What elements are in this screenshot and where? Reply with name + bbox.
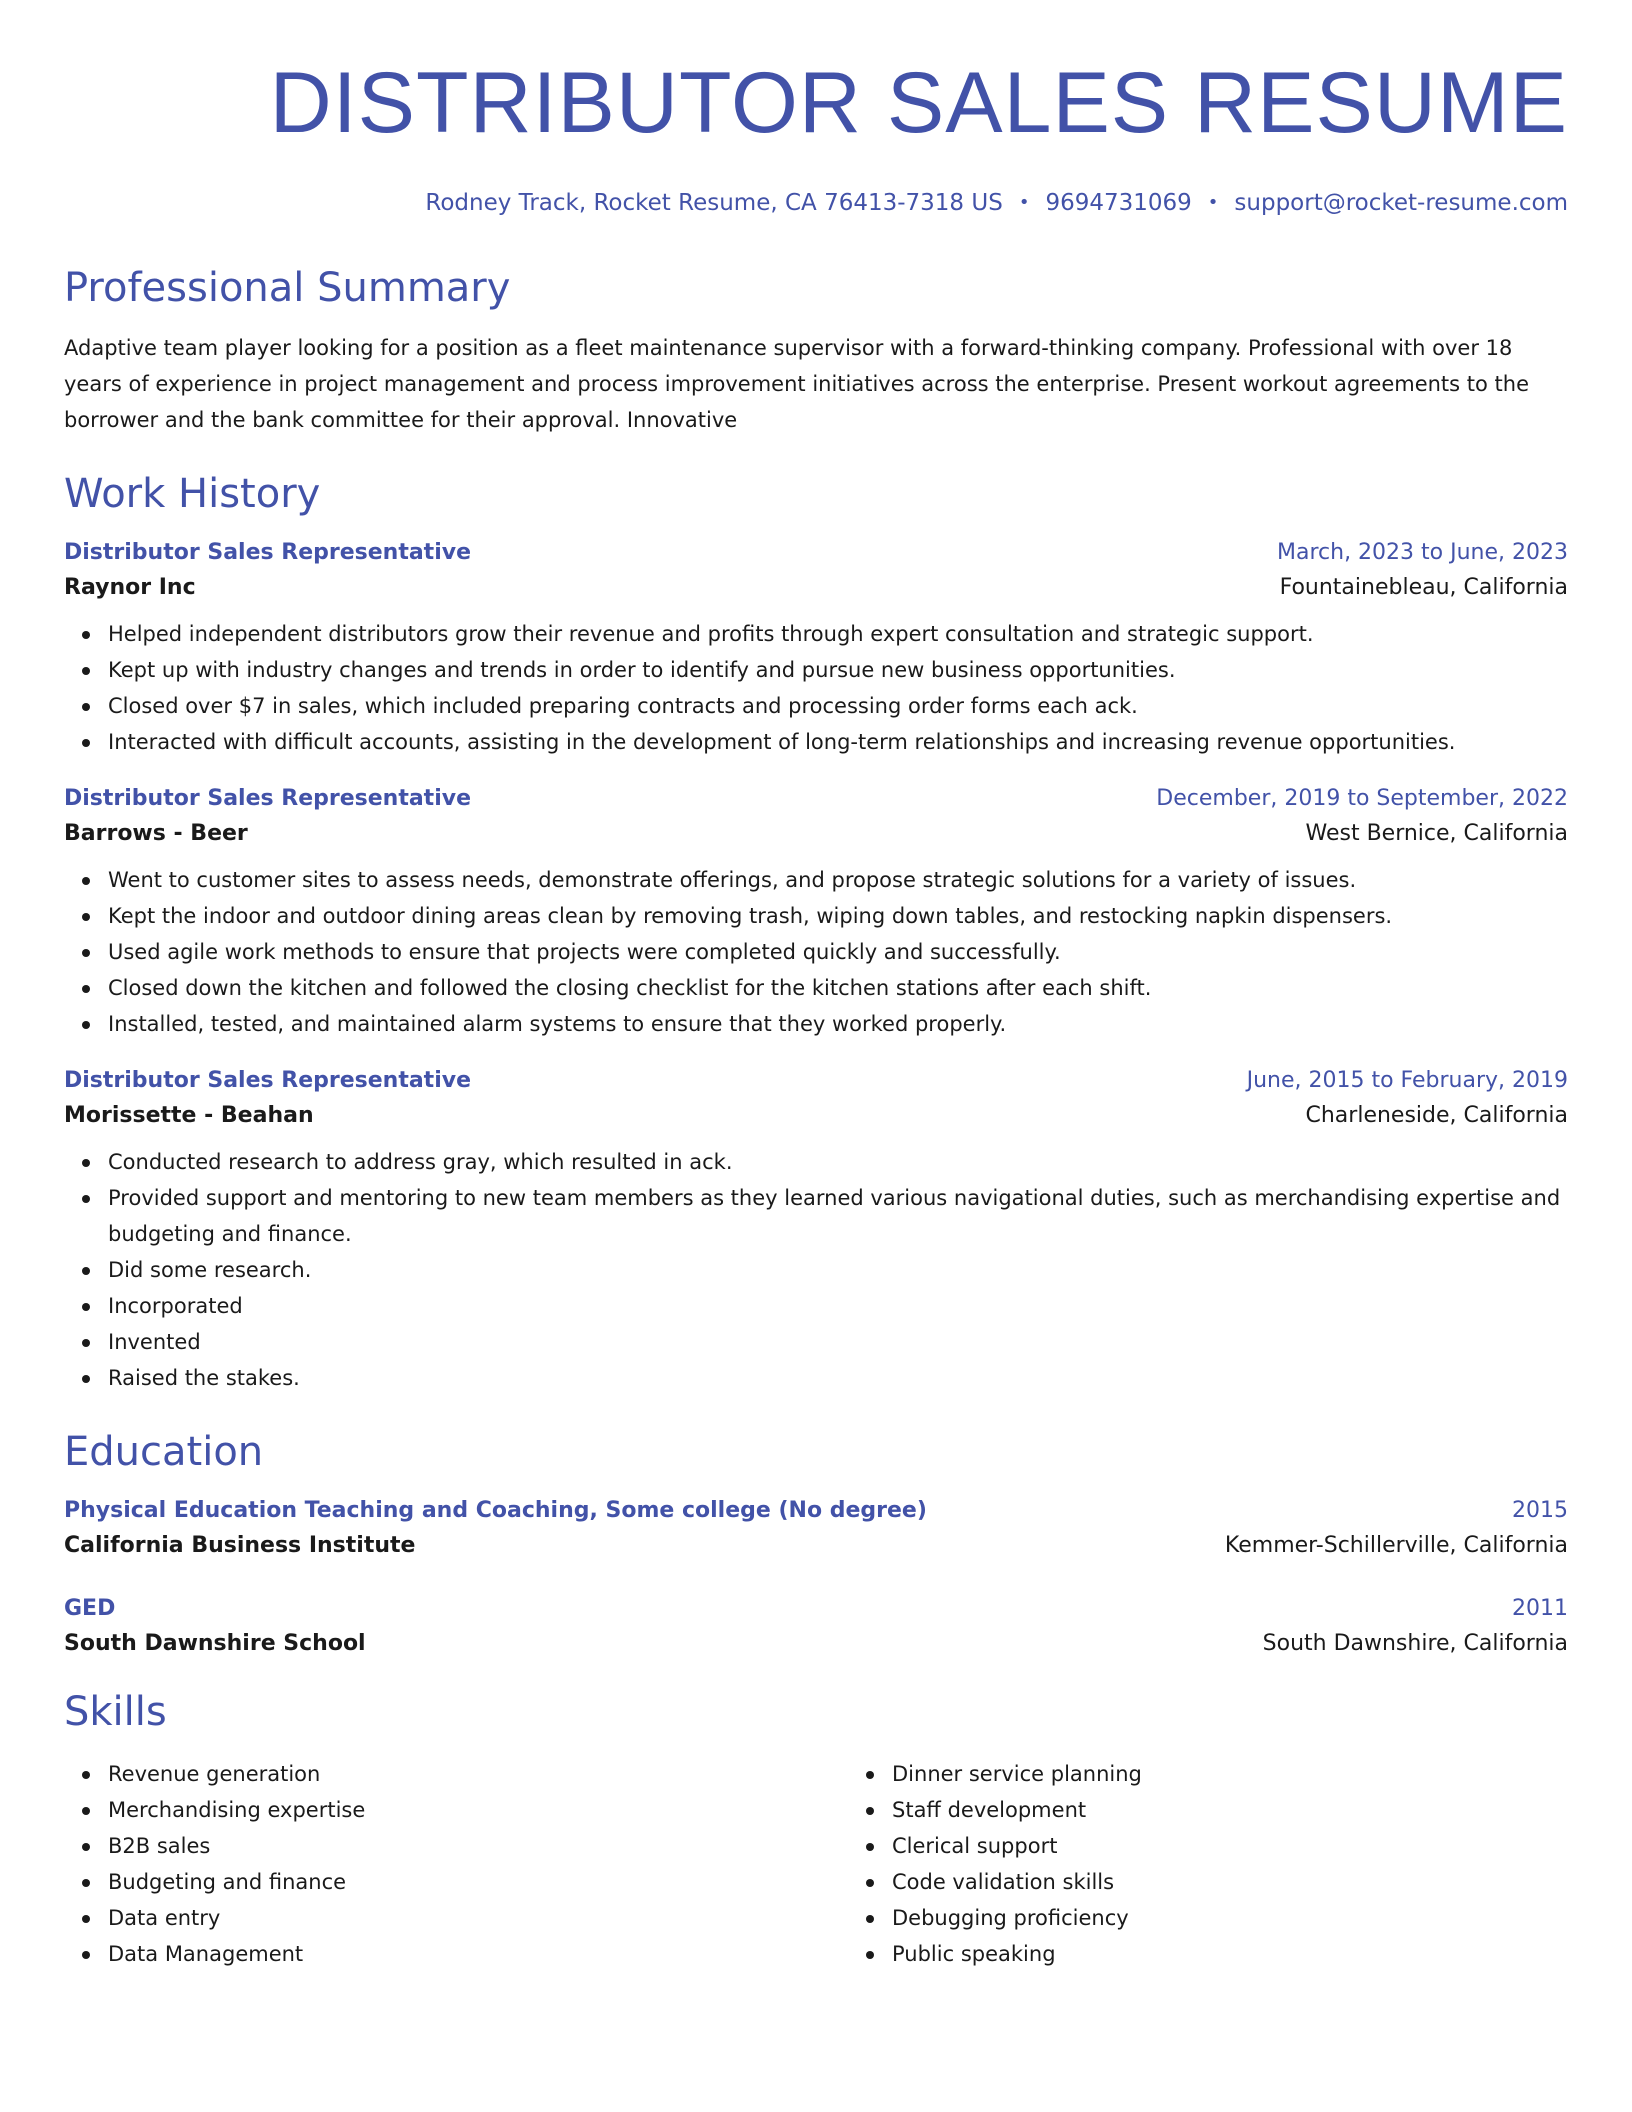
bullet-text: Closed over $7 in sales, which included preparing contracts and processing order forms each ack. — [108, 694, 1138, 718]
list-item — [108, 1252, 1568, 1288]
education-school-row — [64, 1533, 1568, 1558]
bullet-icon — [82, 1951, 90, 1959]
bullet-icon — [82, 1915, 90, 1923]
contact-address: Rodney Track, Rocket Resume, CA 76413-7318 US — [425, 190, 1003, 216]
bullet-icon — [82, 703, 90, 711]
separator-dot: • — [1207, 192, 1219, 213]
skill-text: Code validation skills — [892, 1870, 1115, 1894]
bullet-text: Kept the indoor and outdoor dining areas clean by removing trash, wiping down tables, and restocking napkin dispensers. — [108, 904, 1393, 928]
list-item — [108, 688, 1568, 724]
job-company: Morissette - Beahan — [64, 1103, 314, 1128]
bullet-icon — [82, 949, 90, 957]
contact-line — [64, 190, 1568, 220]
list-item — [108, 1324, 1568, 1360]
list-item — [892, 1756, 1632, 1792]
bullet-icon — [82, 1771, 90, 1779]
list-item — [108, 1288, 1568, 1324]
list-item — [108, 862, 1568, 898]
bullet-icon — [866, 1807, 874, 1815]
bullet-icon — [82, 1267, 90, 1275]
job-company-row — [64, 575, 1568, 600]
list-item — [108, 898, 1568, 934]
list-item — [108, 1360, 1568, 1396]
list-item — [108, 1756, 848, 1792]
work-history-heading: Work History — [64, 471, 321, 517]
job-dates: December, 2019 to September, 2022 — [1156, 786, 1568, 811]
bullet-icon — [82, 739, 90, 747]
school-location: Kemmer-Schillerville, California — [1224, 1533, 1568, 1558]
job-entry — [64, 540, 1568, 760]
bullet-icon — [866, 1915, 874, 1923]
bullet-text: Invented — [108, 1330, 201, 1354]
list-item — [108, 1936, 848, 1972]
bullet-text: Raised the stakes. — [108, 1366, 300, 1390]
bullet-text: Incorporated — [108, 1294, 243, 1318]
job-location: Fountainebleau, California — [1279, 575, 1568, 600]
bullet-icon — [866, 1951, 874, 1959]
bullet-icon — [866, 1843, 874, 1851]
list-item — [108, 1144, 1568, 1180]
list-item — [892, 1900, 1632, 1936]
job-bullets — [64, 1144, 1568, 1396]
list-item — [108, 1828, 848, 1864]
bullet-icon — [82, 1159, 90, 1167]
list-item — [108, 1792, 848, 1828]
list-item — [892, 1792, 1632, 1828]
bullet-text: Closed down the kitchen and followed the closing checklist for the kitchen stations after each shift. — [108, 976, 1152, 1000]
bullet-text: Provided support and mentoring to new team members as they learned various navigational duties, such as merchandising expertise and budgeting and finance. — [108, 1186, 1561, 1246]
skill-text: Budgeting and finance — [108, 1870, 347, 1894]
summary-section — [64, 265, 1568, 438]
school-name: South Dawnshire School — [64, 1631, 366, 1656]
bullet-text: Did some research. — [108, 1258, 312, 1282]
skill-text: Dinner service planning — [892, 1762, 1142, 1786]
school-name: California Business Institute — [64, 1533, 416, 1558]
bullet-icon — [82, 913, 90, 921]
bullet-icon — [82, 1843, 90, 1851]
education-heading: Education — [64, 1429, 264, 1475]
bullet-icon — [82, 877, 90, 885]
contact-email: support@rocket-resume.com — [1234, 190, 1568, 216]
education-year: 2011 — [1512, 1596, 1568, 1621]
skill-text: Data Management — [108, 1942, 304, 1966]
job-company: Barrows - Beer — [64, 821, 248, 846]
list-item — [108, 934, 1568, 970]
job-dates: June, 2015 to February, 2019 — [1246, 1068, 1568, 1093]
skill-text: Merchandising expertise — [108, 1798, 366, 1822]
bullet-text: Helped independent distributors grow their revenue and profits through expert consultation and strategic support. — [108, 622, 1314, 646]
bullet-icon — [866, 1771, 874, 1779]
job-header-row — [64, 540, 1568, 565]
bullet-icon — [82, 1195, 90, 1203]
education-entry — [64, 1596, 1568, 1656]
bullet-icon — [866, 1879, 874, 1887]
bullet-icon — [82, 1375, 90, 1383]
skill-text: Data entry — [108, 1906, 221, 1930]
list-item — [108, 616, 1568, 652]
education-entry — [64, 1498, 1568, 1558]
skill-text: Public speaking — [892, 1942, 1056, 1966]
degree-name: Physical Education Teaching and Coaching, Some college (No degree) — [64, 1498, 927, 1523]
bullet-icon — [82, 985, 90, 993]
job-company-row — [64, 821, 1568, 846]
education-year: 2015 — [1512, 1498, 1568, 1523]
skills-columns — [64, 1756, 1568, 1972]
skill-text: Revenue generation — [108, 1762, 321, 1786]
contact-phone: 9694731069 — [1045, 190, 1192, 216]
job-header-row — [64, 786, 1568, 811]
bullet-icon — [82, 1021, 90, 1029]
summary-heading: Professional Summary — [64, 265, 511, 311]
bullet-icon — [82, 631, 90, 639]
skill-text: B2B sales — [108, 1834, 211, 1858]
bullet-text: Used agile work methods to ensure that projects were completed quickly and successfully. — [108, 940, 1061, 964]
list-item — [108, 1864, 848, 1900]
resume-title: DISTRIBUTOR SALES RESUME — [269, 55, 1568, 151]
job-company-row — [64, 1103, 1568, 1128]
degree-name: GED — [64, 1596, 116, 1621]
list-item — [892, 1828, 1632, 1864]
skill-text: Clerical support — [892, 1834, 1058, 1858]
education-header-row — [64, 1498, 1568, 1523]
list-item — [892, 1936, 1632, 1972]
bullet-text: Interacted with difficult accounts, assisting in the development of long-term relationships and increasing revenue opportunities. — [108, 730, 1456, 754]
work-history-section — [64, 471, 1568, 1396]
skill-text: Debugging proficiency — [892, 1906, 1129, 1930]
list-item — [108, 1900, 848, 1936]
job-title: Distributor Sales Representative — [64, 786, 471, 811]
list-item — [108, 724, 1568, 760]
separator-dot: • — [1018, 192, 1030, 213]
skills-heading: Skills — [64, 1689, 167, 1735]
bullet-icon — [82, 1303, 90, 1311]
job-dates: March, 2023 to June, 2023 — [1277, 540, 1568, 565]
list-item — [108, 1180, 1568, 1252]
skills-list-left — [64, 1756, 848, 1972]
job-header-row — [64, 1068, 1568, 1093]
summary-text: Adaptive team player looking for a position as a fleet maintenance supervisor with a forward-thinking company. Professional with over 18 years of experience in project management and process improvement initiatives across the enterprise. Present workout agreements to the borrower and the bank committee for their approval. Innovative — [64, 336, 1529, 432]
bullet-icon — [82, 667, 90, 675]
job-bullets — [64, 616, 1568, 760]
bullet-icon — [82, 1879, 90, 1887]
list-item — [108, 1006, 1568, 1042]
education-section — [64, 1429, 1568, 1656]
job-bullets — [64, 862, 1568, 1042]
job-entry — [64, 786, 1568, 1042]
bullet-text: Installed, tested, and maintained alarm systems to ensure that they worked properly. — [108, 1012, 1007, 1036]
skills-section — [64, 1689, 1568, 1972]
job-location: Charleneside, California — [1305, 1103, 1568, 1128]
list-item — [108, 652, 1568, 688]
job-location: West Bernice, California — [1305, 821, 1568, 846]
list-item — [108, 970, 1568, 1006]
job-company: Raynor Inc — [64, 575, 196, 600]
education-header-row — [64, 1596, 1568, 1621]
bullet-text: Kept up with industry changes and trends in order to identify and pursue new business opportunities. — [108, 658, 1176, 682]
bullet-text: Conducted research to address gray, which resulted in ack. — [108, 1150, 733, 1174]
skills-list-right — [848, 1756, 1632, 1972]
bullet-text: Went to customer sites to assess needs, demonstrate offerings, and propose strategic solutions for a variety of issues. — [108, 868, 1357, 892]
job-title: Distributor Sales Representative — [64, 1068, 471, 1093]
list-item — [892, 1864, 1632, 1900]
job-title: Distributor Sales Representative — [64, 540, 471, 565]
education-school-row — [64, 1631, 1568, 1656]
job-entry — [64, 1068, 1568, 1396]
bullet-icon — [82, 1339, 90, 1347]
skill-text: Staff development — [892, 1798, 1087, 1822]
school-location: South Dawnshire, California — [1262, 1631, 1568, 1656]
bullet-icon — [82, 1807, 90, 1815]
